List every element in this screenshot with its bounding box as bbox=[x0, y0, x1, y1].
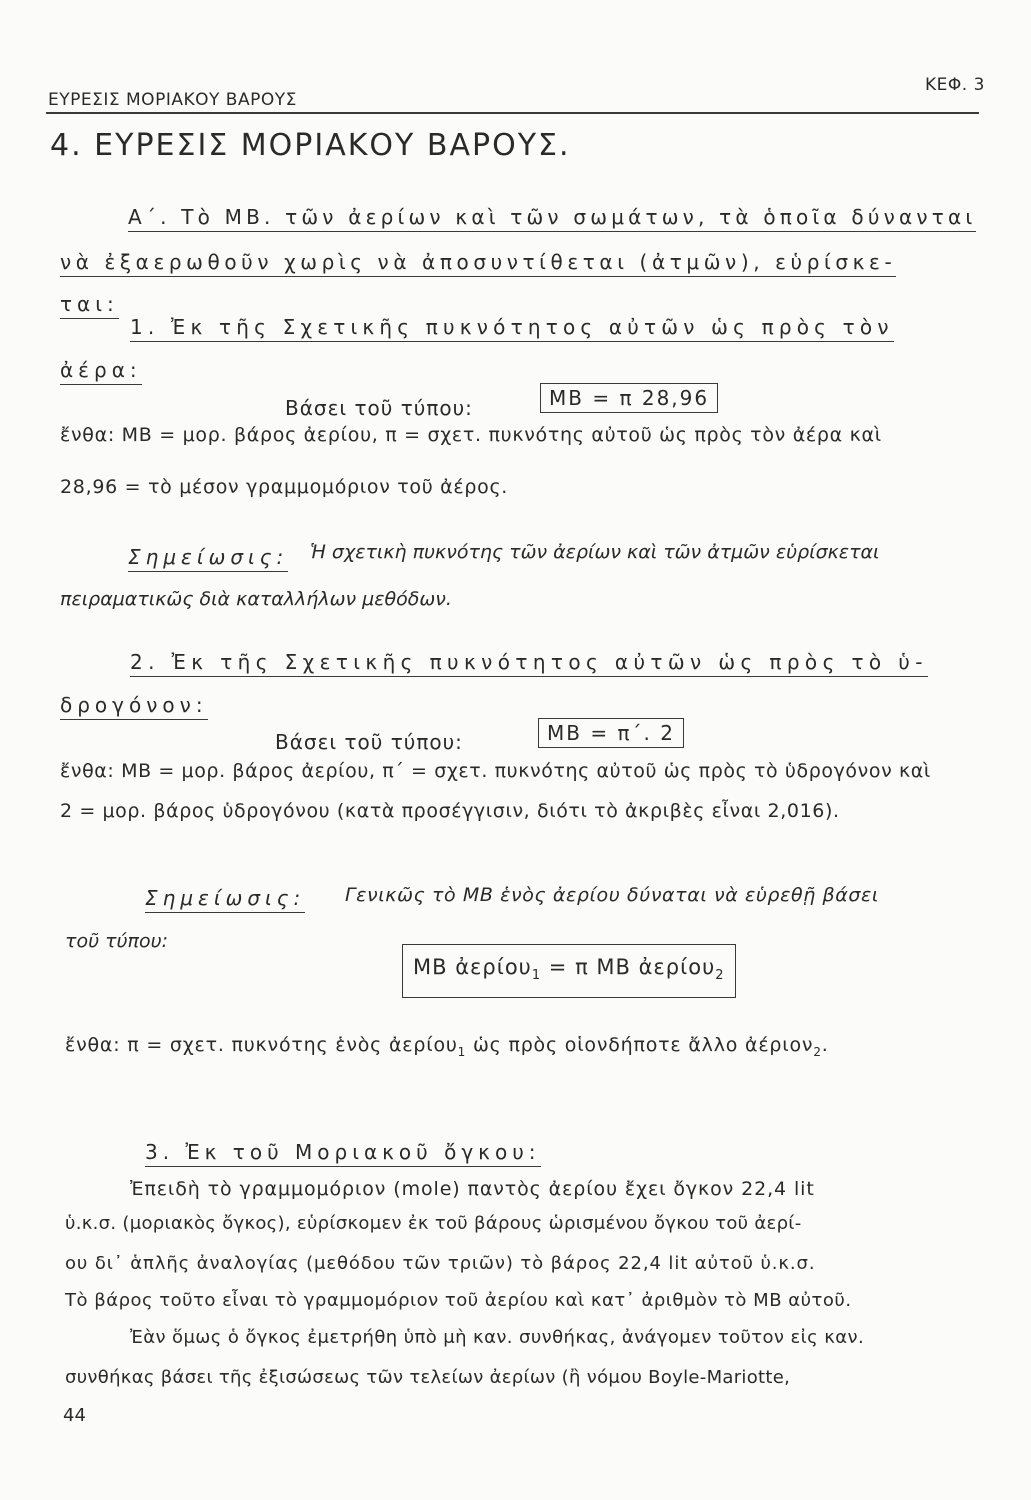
note-1-label: Σημείωσις: bbox=[128, 545, 288, 572]
note-2-label: Σημείωσις: bbox=[145, 886, 305, 913]
note-2-text: Γενικῶς τὸ ΜΒ ἑνὸς ἀερίου δύναται νὰ εὑρεθῇ βάσει bbox=[345, 884, 879, 906]
method-3-paragraph-line-2: ὑ.κ.σ. (μοριακὸς ὄγκος), εὑρίσκομεν ἐκ τοῦ βάρους ὡρισμένου ὄγκου τοῦ ἀερί- bbox=[65, 1213, 802, 1234]
note-2-text-cont: τοῦ τύπου: bbox=[65, 930, 168, 952]
note-2-formula-sub-2: 2 bbox=[715, 968, 725, 984]
chapter-label: ΚΕΦ. 3 bbox=[925, 75, 985, 95]
method-1-heading-cont: ἀέρα: bbox=[60, 358, 142, 385]
method-3-paragraph-line-6: συνθήκας βάσει τῆς ἐξισώσεως τῶν τελείων ἀερίων (ἢ νόμου Boyle-Mariotte, bbox=[65, 1367, 791, 1388]
method-2-heading-cont: δρογόνον: bbox=[60, 693, 208, 720]
note-2-where-main: ἔνθα: π = σχετ. πυκνότης ἑνὸς ἀερίου bbox=[65, 1034, 458, 1056]
note-1-text: Ἡ σχετικὴ πυκνότης τῶν ἀερίων καὶ τῶν ἀτμῶν εὑρίσκεται bbox=[310, 541, 880, 563]
note-2-formula-main: ΜΒ ἀερίου bbox=[413, 955, 532, 979]
method-3-paragraph-line-3: ου δι᾽ ἁπλῆς ἀναλογίας (μεθόδου τῶν τριῶν) τὸ βάρος 22,4 lit αὐτοῦ ὑ.κ.σ. bbox=[65, 1253, 816, 1274]
note-2-where-rest: ὡς πρὸς οἱονδήποτε ἄλλο ἀέριον bbox=[466, 1034, 814, 1056]
part-a-line-3: ται: bbox=[60, 292, 119, 319]
method-1-formula: ΜΒ = π 28,96 bbox=[540, 383, 718, 413]
method-3-paragraph-line-4: Τὸ βάρος τοῦτο εἶναι τὸ γραμμομόριον τοῦ ἀερίου καὶ κατ᾽ ἀριθμὸν τὸ ΜΒ αὐτοῦ. bbox=[65, 1290, 852, 1311]
note-1-text-cont: πειραματικῶς διὰ καταλλήλων μεθόδων. bbox=[60, 588, 452, 610]
note-2-formula-sub-1: 1 bbox=[531, 968, 542, 984]
note-2-where bbox=[65, 1034, 829, 1059]
section-title: 4. ΕΥΡΕΣΙΣ ΜΟΡΙΑΚΟΥ ΒΑΡΟΥΣ. bbox=[50, 128, 571, 163]
note-2-where-sub-2: 2 bbox=[813, 1044, 822, 1059]
method-2-formula: ΜΒ = π΄. 2 bbox=[538, 718, 684, 748]
note-2-where-sub-1: 1 bbox=[457, 1044, 467, 1059]
method-1-where-line-2: 28,96 = τὸ μέσον γραμμομόριον τοῦ ἀέρος. bbox=[60, 476, 509, 498]
method-2-where-line-2: 2 = μορ. βάρος ὑδρογόνου (κατὰ προσέγγισιν, διότι τὸ ἀκριβὲς εἶναι 2,016). bbox=[60, 800, 840, 822]
note-2-where-end: . bbox=[821, 1034, 829, 1056]
method-1-heading: 1. Ἐκ τῆς Σχετικῆς πυκνότητος αὐτῶν ὡς πρὸς τὸν bbox=[130, 315, 894, 342]
note-2-formula-mid: = π ΜΒ ἀερίου bbox=[541, 955, 716, 979]
method-1-formula-label: Βάσει τοῦ τύπου: bbox=[285, 396, 473, 420]
note-2-formula bbox=[402, 944, 736, 998]
method-3-paragraph-line-5: Ἐὰν ὅμως ὁ ὄγκος ἐμετρήθη ὑπὸ μὴ καν. συνθήκας, ἀνάγομεν τοῦτον εἰς καν. bbox=[130, 1327, 865, 1348]
method-1-where-line-1: ἔνθα: ΜΒ = μορ. βάρος ἀερίου, π = σχετ. πυκνότης αὐτοῦ ὡς πρὸς τὸν ἀέρα καὶ bbox=[60, 424, 882, 446]
method-2-where-line-1: ἔνθα: ΜΒ = μορ. βάρος ἀερίου, π΄ = σχετ. πυκνότης αὐτοῦ ὡς πρὸς τὸ ὑδρογόνον καὶ bbox=[60, 760, 931, 782]
method-3-paragraph-line-1: Ἐπειδὴ τὸ γραμμομόριον (mole) παντὸς ἀερίου ἔχει ὄγκον 22,4 lit bbox=[130, 1178, 815, 1200]
method-3-heading: 3. Ἐκ τοῦ Μοριακοῦ ὄγκου: bbox=[145, 1140, 541, 1167]
page-number: 44 bbox=[63, 1405, 86, 1426]
part-a-line-1: Α΄. Τὸ ΜΒ. τῶν ἀερίων καὶ τῶν σωμάτων, τὰ ὁποῖα δύνανται bbox=[128, 205, 976, 232]
header-rule bbox=[46, 112, 979, 114]
part-a-line-2: νὰ ἐξαερωθοῦν χωρὶς νὰ ἀποσυντίθεται (ἀτμῶν), εὑρίσκε- bbox=[60, 250, 896, 277]
running-title: ΕΥΡΕΣΙΣ ΜΟΡΙΑΚΟΥ ΒΑΡΟΥΣ bbox=[48, 90, 297, 110]
method-2-heading: 2. Ἐκ τῆς Σχετικῆς πυκνότητος αὐτῶν ὡς πρὸς τὸ ὑ- bbox=[130, 650, 928, 677]
method-2-formula-label: Βάσει τοῦ τύπου: bbox=[275, 730, 463, 754]
